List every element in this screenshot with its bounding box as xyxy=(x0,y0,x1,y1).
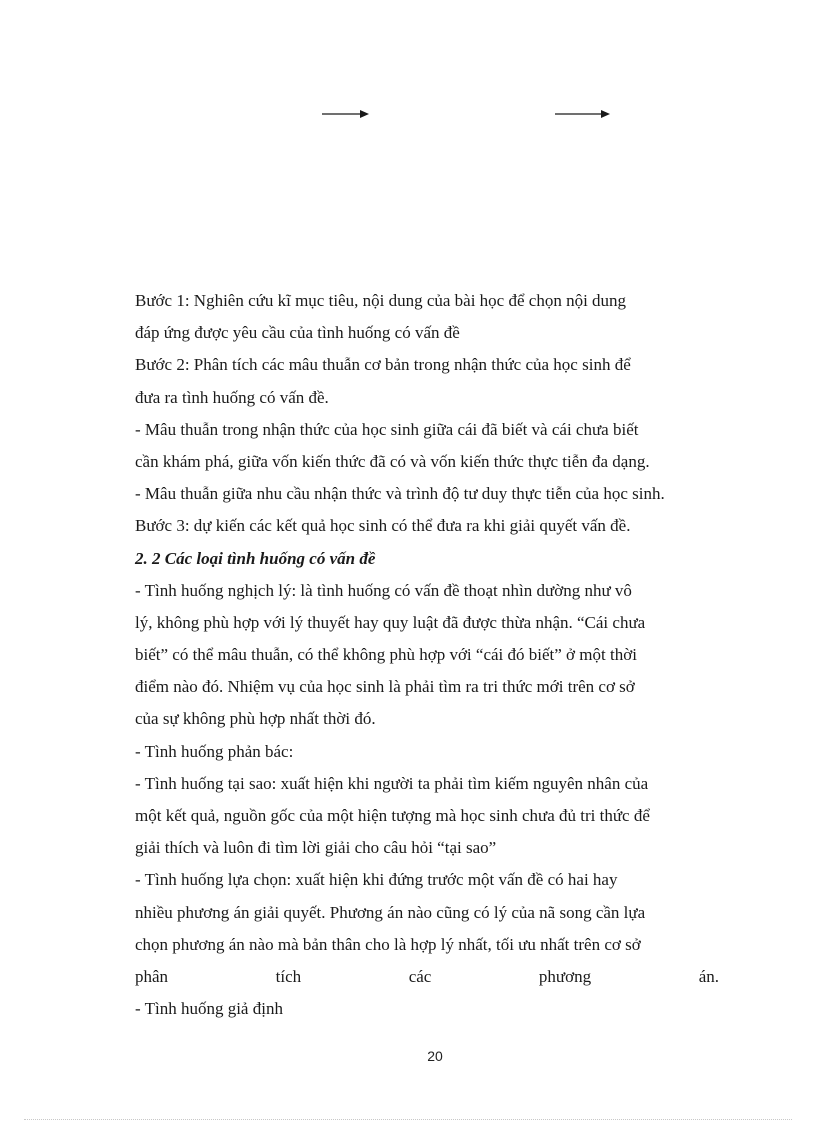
text-line: cần khám phá, giữa vốn kiến thức đã có và vốn kiến thức thực tiễn đa dạng. xyxy=(135,451,650,471)
text-line: - Tình huống nghịch lý: là tình huống có vấn đề thoạt nhìn dường như vô xyxy=(135,580,632,600)
text-line: - Tình huống tại sao: xuất hiện khi người ta phải tìm kiếm nguyên nhân của xyxy=(135,773,649,793)
text-line: nhiều phương án giải quyết. Phương án nào cũng có lý của nã song cần lựa xyxy=(135,902,646,922)
text-line: đưa ra tình huống có vấn đề. xyxy=(135,387,329,407)
text-line: lý, không phù hợp với lý thuyết hay quy luật đã được thừa nhận. “Cái chưa xyxy=(135,612,646,632)
document-body xyxy=(135,285,719,1025)
text-line: - Tình huống phản bác: xyxy=(135,741,294,761)
text-line: Bước 1: Nghiên cứu kĩ mục tiêu, nội dung của bài học để chọn nội dung xyxy=(135,291,627,310)
text-line: điểm nào đó. Nhiệm vụ của học sinh là phải tìm ra tri thức mới trên cơ sở xyxy=(135,677,635,697)
text-line: - Tình huống lựa chọn: xuất hiện khi đứng trước một vấn đề có hai hay xyxy=(135,870,618,890)
text-line: chọn phương án nào mà bản thân cho là hợp lý nhất, tối ưu nhất trên cơ sở xyxy=(135,934,641,954)
text-line: đáp ứng được yêu cầu của tình huống có vấn đề xyxy=(135,323,460,343)
text-line: của sự không phù hợp nhất thời đó. xyxy=(135,709,376,729)
text-line: Bước 3: dự kiến các kết quả học sinh có thể đưa ra khi giải quyết vấn đề. xyxy=(135,516,631,536)
arrow-right-icon-1 xyxy=(322,108,370,120)
text-line: Bước 2: Phân tích các mâu thuẫn cơ bản trong nhận thức của học sinh để xyxy=(135,355,631,375)
page-number: 20 xyxy=(427,1048,443,1064)
section-heading: 2. 2 Các loại tình huống có vấn đề xyxy=(135,548,376,568)
arrow-right-icon-2 xyxy=(555,108,611,120)
text-line: biết” có thể mâu thuẫn, có thể không phù hợp với “cái đó biết” ở một thời xyxy=(135,645,637,665)
text-line: - Mâu thuẫn trong nhận thức của học sinh giữa cái đã biết và cái chưa biết xyxy=(135,419,639,439)
text-line: - Mâu thuẫn giữa nhu cầu nhận thức và trình độ tư duy thực tiễn của học sinh. xyxy=(135,484,665,504)
page-bottom-divider xyxy=(24,1119,792,1120)
text-line-justified: phân tích các phương án. xyxy=(135,966,719,986)
text-line: - Tình huống giả định xyxy=(135,999,283,1019)
text-line: một kết quả, nguồn gốc của một hiện tượng mà học sinh chưa đủ tri thức để xyxy=(135,806,650,825)
text-line: giải thích và luôn đi tìm lời giải cho câu hỏi “tại sao” xyxy=(135,838,497,858)
